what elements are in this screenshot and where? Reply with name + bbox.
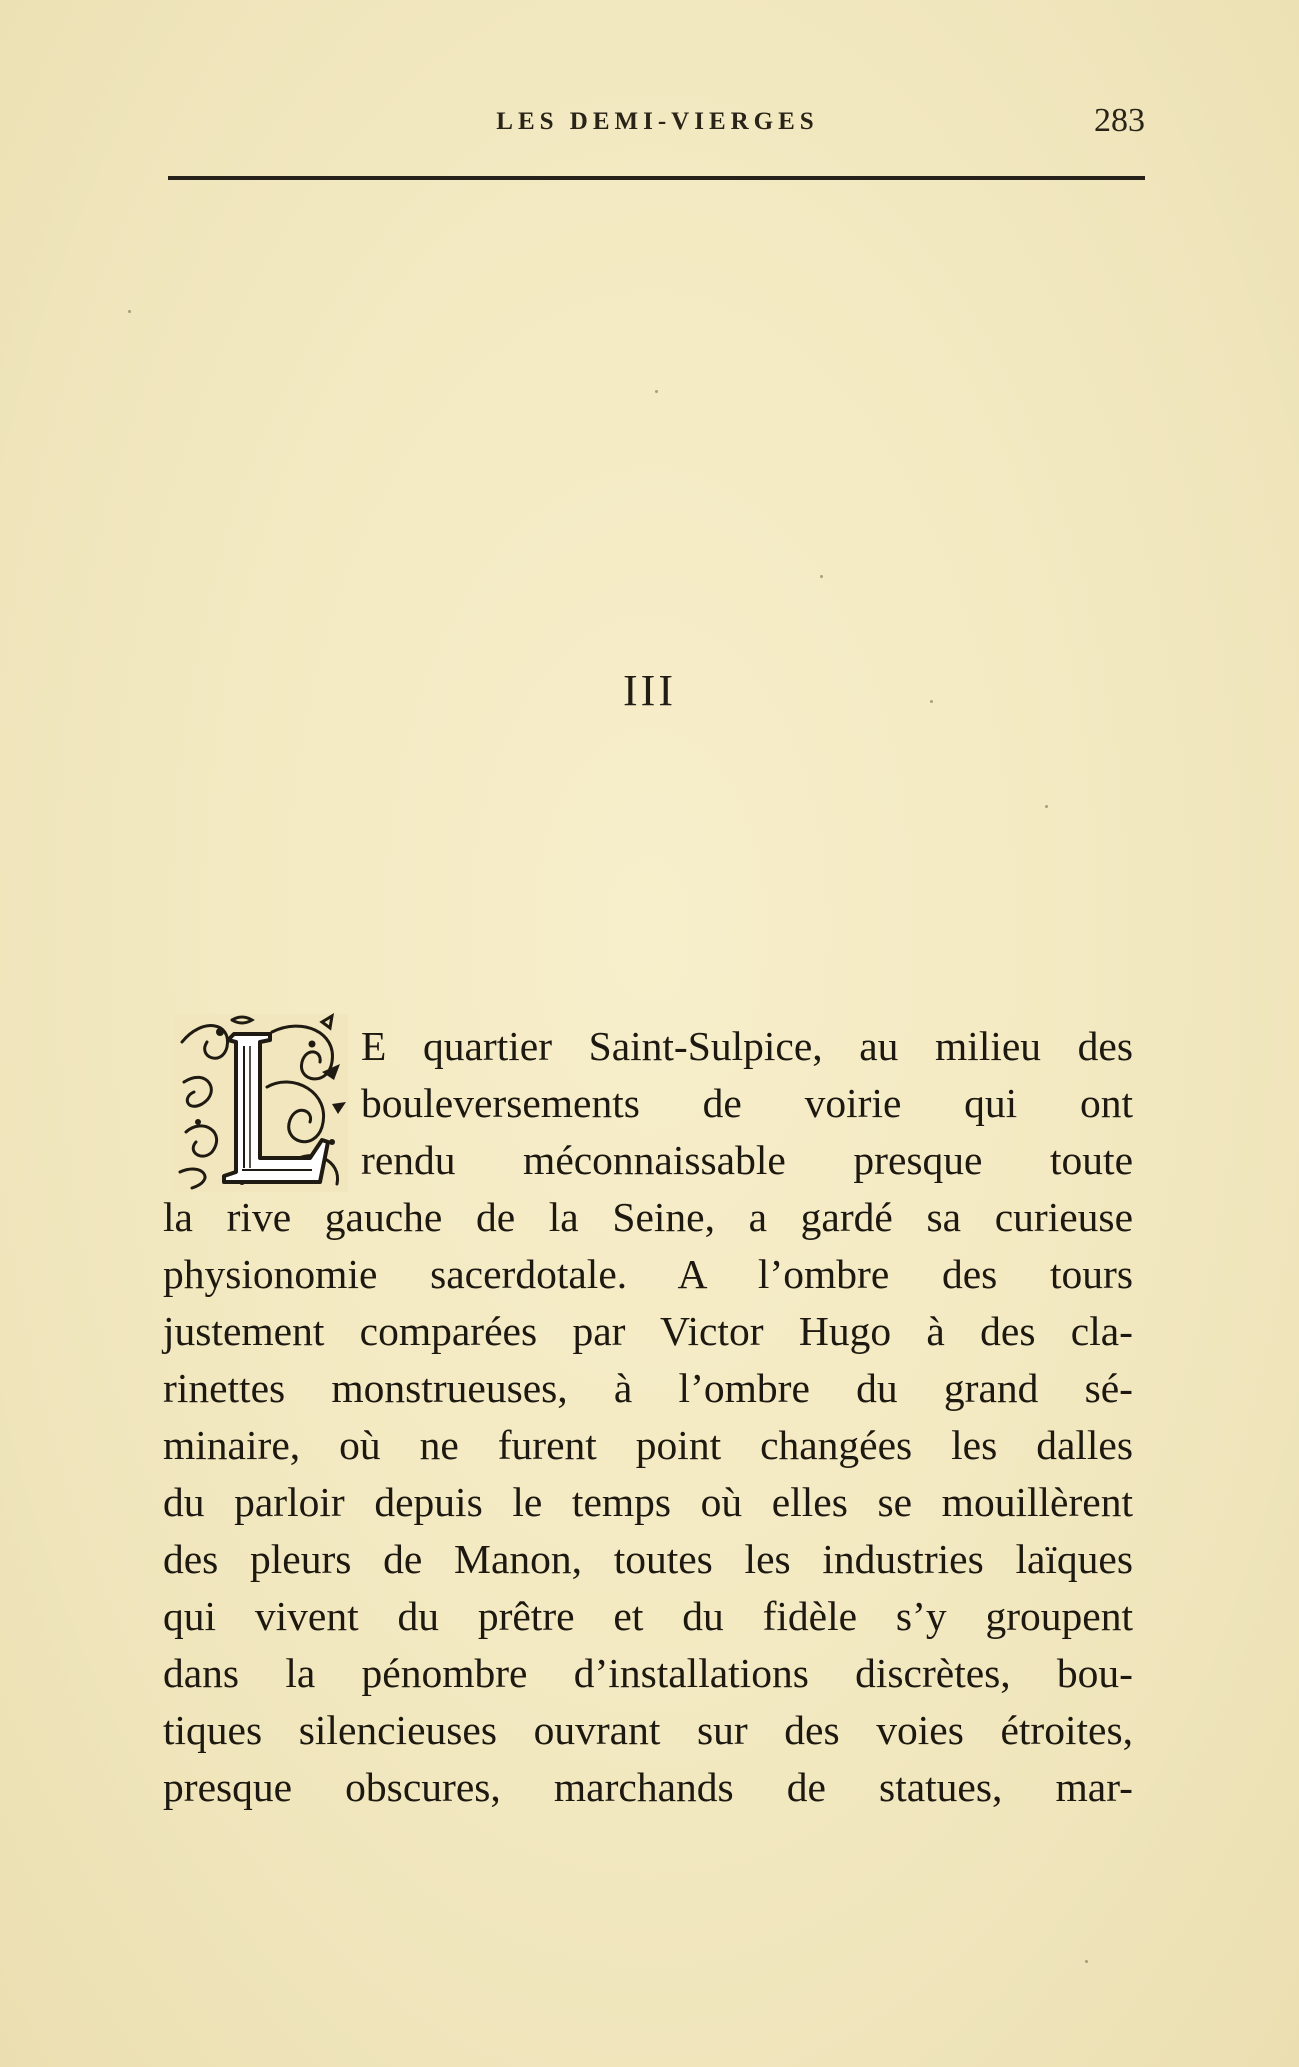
text-line: rendu méconnaissable presque toute [361, 1137, 1133, 1183]
text-line: rinettes monstrueuses, à l’ombre du grand sé- [163, 1365, 1133, 1411]
text-line: physionomie sacerdotale. A l’ombre des tours [163, 1251, 1133, 1297]
paper-speck [128, 310, 131, 313]
text-line: tiques silencieuses ouvrant sur des voies étroites, [163, 1707, 1133, 1753]
text-line: minaire, où ne furent point changées les dalles [163, 1422, 1133, 1468]
chapter-number: III [623, 666, 676, 715]
text-line: presque obscures, marchands de statues, mar- [163, 1764, 1133, 1810]
chapter-paragraph [163, 1018, 1133, 1816]
text-line: E quartier Saint-Sulpice, au milieu des [361, 1023, 1133, 1069]
paper-speck [1045, 805, 1048, 808]
page-number: 283 [1094, 102, 1145, 139]
text-line: la rive gauche de la Seine, a gardé sa curieuse [163, 1194, 1133, 1240]
text-line: bouleversements de voirie qui ont [361, 1080, 1133, 1126]
paper-speck [820, 575, 823, 578]
text-line: du parloir depuis le temps où elles se mouillèrent [163, 1479, 1133, 1525]
running-head [170, 102, 1145, 148]
text-line: justement comparées par Victor Hugo à des cla- [163, 1308, 1133, 1354]
paper-speck [1085, 1960, 1088, 1963]
text-line: qui vivent du prêtre et du fidèle s’y groupent [163, 1593, 1133, 1639]
paper-speck [655, 390, 658, 393]
text-line: des pleurs de Manon, toutes les industries laïques [163, 1536, 1133, 1582]
running-title: LES DEMI-VIERGES [496, 108, 819, 135]
header-rule [168, 176, 1145, 180]
text-line: dans la pénombre d’installations discrètes, bou- [163, 1650, 1133, 1696]
